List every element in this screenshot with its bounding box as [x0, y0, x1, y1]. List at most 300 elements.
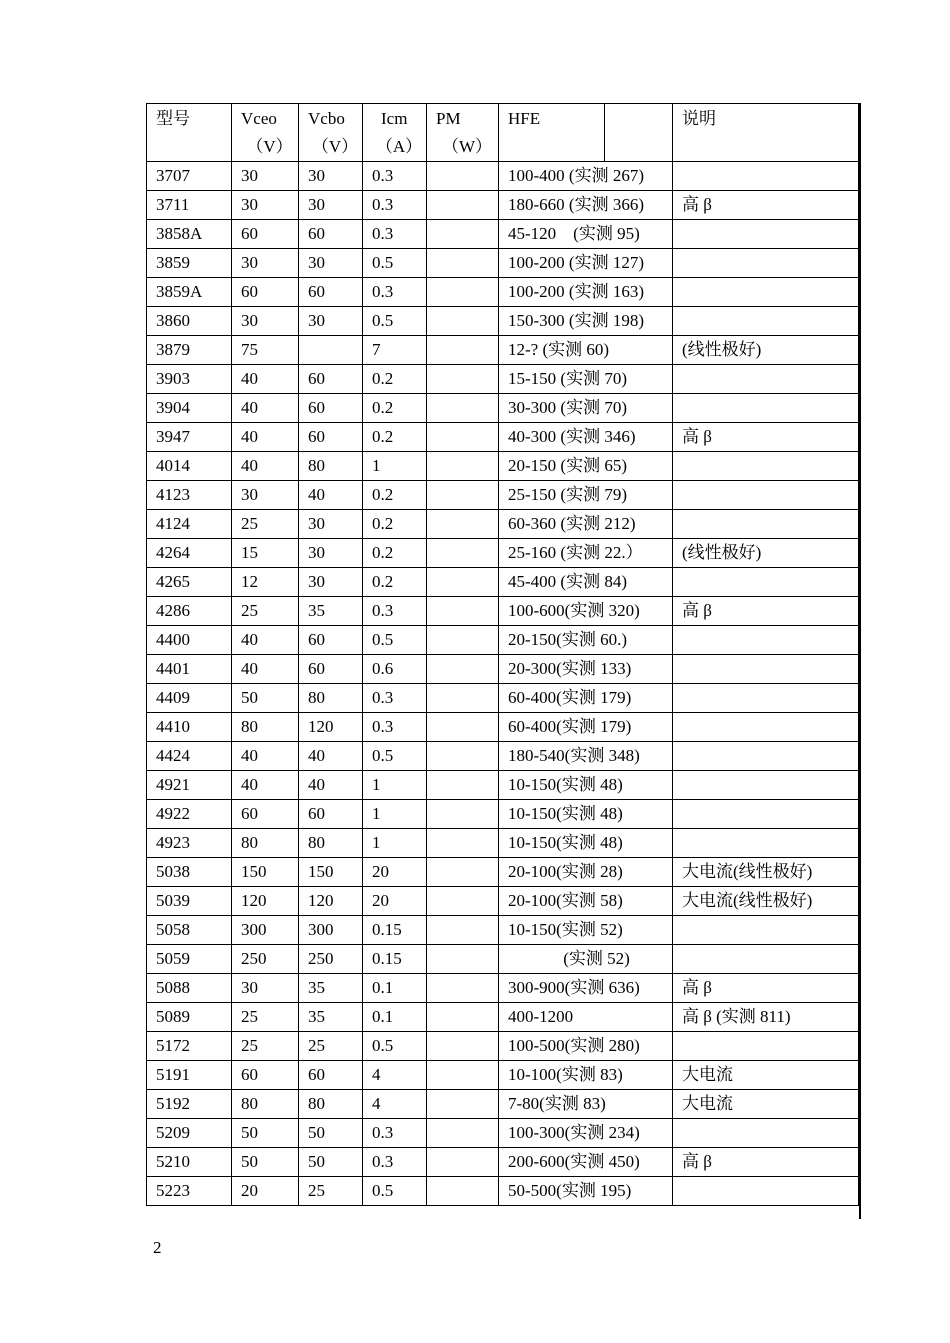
cell-hfe: 10-150(实测 52) — [499, 916, 673, 945]
cell-model: 4401 — [147, 655, 232, 684]
table-row — [147, 742, 859, 771]
cell-icm: 0.5 — [363, 1032, 427, 1061]
cell-model: 4265 — [147, 568, 232, 597]
cell-vceo: 40 — [232, 771, 299, 800]
cell-icm: 1 — [363, 771, 427, 800]
cell-note — [673, 452, 859, 481]
cell-pm — [427, 887, 499, 916]
table-row — [147, 1061, 859, 1090]
cell-model: 4286 — [147, 597, 232, 626]
table-row — [147, 1177, 859, 1206]
cell-model: 5192 — [147, 1090, 232, 1119]
cell-hfe: 300-900(实测 636) — [499, 974, 673, 1003]
cell-vcbo: 80 — [299, 684, 363, 713]
cell-model: 5172 — [147, 1032, 232, 1061]
cell-vcbo: 30 — [299, 568, 363, 597]
cell-icm: 4 — [363, 1061, 427, 1090]
cell-vceo: 15 — [232, 539, 299, 568]
cell-vcbo: 60 — [299, 220, 363, 249]
cell-vcbo: 30 — [299, 162, 363, 191]
cell-note — [673, 249, 859, 278]
cell-vceo: 40 — [232, 742, 299, 771]
cell-model: 5039 — [147, 887, 232, 916]
cell-icm: 0.1 — [363, 974, 427, 1003]
cell-pm — [427, 945, 499, 974]
cell-model: 5038 — [147, 858, 232, 887]
table-row — [147, 800, 859, 829]
cell-model: 3859 — [147, 249, 232, 278]
cell-pm — [427, 1003, 499, 1032]
table-row — [147, 684, 859, 713]
cell-icm: 0.2 — [363, 510, 427, 539]
header-vcbo: Vcbo （V） — [299, 104, 363, 162]
cell-model: 3879 — [147, 336, 232, 365]
cell-vceo: 80 — [232, 1090, 299, 1119]
cell-vceo: 300 — [232, 916, 299, 945]
table-row — [147, 307, 859, 336]
table-row — [147, 568, 859, 597]
cell-model: 4409 — [147, 684, 232, 713]
table-row — [147, 220, 859, 249]
cell-pm — [427, 249, 499, 278]
cell-pm — [427, 742, 499, 771]
cell-model: 5223 — [147, 1177, 232, 1206]
cell-icm: 0.5 — [363, 249, 427, 278]
cell-pm — [427, 974, 499, 1003]
cell-vcbo: 25 — [299, 1032, 363, 1061]
cell-note — [673, 365, 859, 394]
cell-icm: 0.3 — [363, 597, 427, 626]
cell-hfe: 100-200 (实测 163) — [499, 278, 673, 307]
table-row — [147, 887, 859, 916]
cell-model: 5209 — [147, 1119, 232, 1148]
cell-hfe: 100-400 (实测 267) — [499, 162, 673, 191]
cell-pm — [427, 829, 499, 858]
cell-vceo: 60 — [232, 278, 299, 307]
cell-pm — [427, 713, 499, 742]
cell-pm — [427, 1032, 499, 1061]
cell-vceo: 40 — [232, 655, 299, 684]
cell-model: 3860 — [147, 307, 232, 336]
cell-vceo: 40 — [232, 626, 299, 655]
table-row — [147, 597, 859, 626]
cell-pm — [427, 568, 499, 597]
cell-vcbo: 60 — [299, 655, 363, 684]
cell-hfe: 45-120 (实测 95) — [499, 220, 673, 249]
cell-model: 4400 — [147, 626, 232, 655]
cell-pm — [427, 365, 499, 394]
cell-note — [673, 800, 859, 829]
cell-hfe: 100-200 (实测 127) — [499, 249, 673, 278]
table-row — [147, 1119, 859, 1148]
cell-hfe: 50-500(实测 195) — [499, 1177, 673, 1206]
cell-hfe: 15-150 (实测 70) — [499, 365, 673, 394]
cell-vceo: 30 — [232, 481, 299, 510]
cell-note — [673, 220, 859, 249]
cell-vcbo: 25 — [299, 1177, 363, 1206]
cell-pm — [427, 452, 499, 481]
cell-pm — [427, 597, 499, 626]
cell-vcbo: 80 — [299, 1090, 363, 1119]
cell-vcbo: 250 — [299, 945, 363, 974]
cell-vcbo: 300 — [299, 916, 363, 945]
cell-icm: 0.5 — [363, 307, 427, 336]
cell-vcbo: 120 — [299, 713, 363, 742]
cell-icm: 0.6 — [363, 655, 427, 684]
cell-note: 高 β — [673, 1148, 859, 1177]
cell-vcbo: 30 — [299, 539, 363, 568]
cell-pm — [427, 336, 499, 365]
cell-pm — [427, 307, 499, 336]
cell-note: 高 β — [673, 974, 859, 1003]
cell-note — [673, 307, 859, 336]
cell-pm — [427, 220, 499, 249]
cell-model: 3858A — [147, 220, 232, 249]
table-row — [147, 1003, 859, 1032]
cell-vceo: 30 — [232, 191, 299, 220]
cell-pm — [427, 191, 499, 220]
header-icm: Icm （A） — [363, 104, 427, 162]
cell-note: 大电流 — [673, 1061, 859, 1090]
cell-vcbo: 60 — [299, 365, 363, 394]
cell-vceo: 80 — [232, 713, 299, 742]
table-row — [147, 974, 859, 1003]
cell-hfe: 10-150(实测 48) — [499, 829, 673, 858]
cell-vcbo: 35 — [299, 1003, 363, 1032]
cell-hfe: 10-150(实测 48) — [499, 800, 673, 829]
cell-vceo: 30 — [232, 307, 299, 336]
cell-icm: 0.2 — [363, 394, 427, 423]
cell-note: 高 β (实测 811) — [673, 1003, 859, 1032]
cell-icm: 0.3 — [363, 162, 427, 191]
cell-vcbo: 30 — [299, 249, 363, 278]
table-row — [147, 481, 859, 510]
cell-hfe: 150-300 (实测 198) — [499, 307, 673, 336]
cell-vceo: 150 — [232, 858, 299, 887]
table-row — [147, 394, 859, 423]
cell-model: 5058 — [147, 916, 232, 945]
cell-icm: 0.15 — [363, 945, 427, 974]
table-row — [147, 539, 859, 568]
cell-vceo: 30 — [232, 249, 299, 278]
cell-icm: 0.2 — [363, 423, 427, 452]
cell-note — [673, 713, 859, 742]
table-row — [147, 1090, 859, 1119]
cell-model: 4921 — [147, 771, 232, 800]
header-vceo: Vceo （V） — [232, 104, 299, 162]
cell-model: 5088 — [147, 974, 232, 1003]
cell-pm — [427, 800, 499, 829]
cell-vcbo: 30 — [299, 510, 363, 539]
cell-vcbo: 80 — [299, 452, 363, 481]
transistor-spec-table — [146, 103, 859, 1206]
cell-icm: 0.3 — [363, 713, 427, 742]
cell-note — [673, 684, 859, 713]
cell-note — [673, 1032, 859, 1061]
cell-model: 5191 — [147, 1061, 232, 1090]
cell-note — [673, 655, 859, 684]
cell-vcbo: 150 — [299, 858, 363, 887]
cell-vcbo: 30 — [299, 191, 363, 220]
table-row — [147, 1032, 859, 1061]
cell-note — [673, 568, 859, 597]
table-row — [147, 829, 859, 858]
cell-hfe: 100-600(实测 320) — [499, 597, 673, 626]
table-row — [147, 945, 859, 974]
cell-vceo: 25 — [232, 597, 299, 626]
cell-hfe: 200-600(实测 450) — [499, 1148, 673, 1177]
cell-pm — [427, 1119, 499, 1148]
cell-vcbo: 60 — [299, 423, 363, 452]
cell-model: 3707 — [147, 162, 232, 191]
cell-hfe: 10-100(实测 83) — [499, 1061, 673, 1090]
cell-hfe: 60-360 (实测 212) — [499, 510, 673, 539]
cell-vcbo: 60 — [299, 626, 363, 655]
cell-icm: 0.15 — [363, 916, 427, 945]
cell-note: 高 β — [673, 597, 859, 626]
cell-pm — [427, 510, 499, 539]
cell-vceo: 50 — [232, 684, 299, 713]
cell-hfe: 60-400(实测 179) — [499, 713, 673, 742]
cell-hfe: (实测 52) — [499, 945, 673, 974]
table-row — [147, 249, 859, 278]
cell-vcbo: 35 — [299, 597, 363, 626]
cell-vcbo: 30 — [299, 307, 363, 336]
cell-icm: 0.3 — [363, 278, 427, 307]
cell-icm: 0.2 — [363, 481, 427, 510]
cell-model: 4410 — [147, 713, 232, 742]
cell-vcbo: 120 — [299, 887, 363, 916]
cell-model: 5089 — [147, 1003, 232, 1032]
table-row — [147, 162, 859, 191]
table-right-edge — [859, 103, 861, 1219]
table-row — [147, 423, 859, 452]
cell-model: 4923 — [147, 829, 232, 858]
cell-note — [673, 481, 859, 510]
cell-vcbo: 40 — [299, 481, 363, 510]
cell-note — [673, 278, 859, 307]
header-hfe: HFE — [499, 104, 605, 162]
cell-icm: 0.5 — [363, 742, 427, 771]
cell-vceo: 60 — [232, 1061, 299, 1090]
cell-hfe: 180-540(实测 348) — [499, 742, 673, 771]
cell-vceo: 50 — [232, 1148, 299, 1177]
cell-hfe: 20-100(实测 58) — [499, 887, 673, 916]
cell-icm: 0.3 — [363, 684, 427, 713]
cell-pm — [427, 771, 499, 800]
cell-model: 4424 — [147, 742, 232, 771]
cell-pm — [427, 684, 499, 713]
header-blank — [605, 104, 673, 162]
table-row — [147, 452, 859, 481]
cell-pm — [427, 858, 499, 887]
cell-note — [673, 394, 859, 423]
table-row — [147, 365, 859, 394]
cell-note — [673, 1119, 859, 1148]
cell-note — [673, 162, 859, 191]
cell-icm: 1 — [363, 800, 427, 829]
cell-note — [673, 916, 859, 945]
cell-vceo: 75 — [232, 336, 299, 365]
cell-vceo: 250 — [232, 945, 299, 974]
cell-vcbo: 40 — [299, 742, 363, 771]
cell-note: (线性极好) — [673, 539, 859, 568]
cell-hfe: 25-150 (实测 79) — [499, 481, 673, 510]
cell-hfe: 10-150(实测 48) — [499, 771, 673, 800]
cell-icm: 0.5 — [363, 1177, 427, 1206]
cell-vceo: 40 — [232, 394, 299, 423]
table-row — [147, 771, 859, 800]
cell-note — [673, 829, 859, 858]
cell-vceo: 40 — [232, 452, 299, 481]
header-row — [147, 104, 859, 162]
cell-vceo: 50 — [232, 1119, 299, 1148]
cell-note — [673, 771, 859, 800]
table-row — [147, 713, 859, 742]
cell-vcbo: 60 — [299, 1061, 363, 1090]
cell-note: 高 β — [673, 191, 859, 220]
cell-hfe: 20-100(实测 28) — [499, 858, 673, 887]
cell-icm: 0.2 — [363, 539, 427, 568]
cell-vceo: 30 — [232, 974, 299, 1003]
table-row — [147, 191, 859, 220]
cell-icm: 0.2 — [363, 365, 427, 394]
cell-icm: 20 — [363, 858, 427, 887]
cell-icm: 1 — [363, 452, 427, 481]
cell-note — [673, 510, 859, 539]
cell-note — [673, 1177, 859, 1206]
cell-model: 3859A — [147, 278, 232, 307]
cell-vceo: 40 — [232, 423, 299, 452]
cell-hfe: 100-500(实测 280) — [499, 1032, 673, 1061]
cell-pm — [427, 1177, 499, 1206]
cell-model: 3711 — [147, 191, 232, 220]
cell-vcbo: 60 — [299, 278, 363, 307]
cell-hfe: 12-? (实测 60) — [499, 336, 673, 365]
cell-pm — [427, 626, 499, 655]
cell-hfe: 180-660 (实测 366) — [499, 191, 673, 220]
cell-model: 4123 — [147, 481, 232, 510]
cell-note: 大电流(线性极好) — [673, 858, 859, 887]
cell-hfe: 30-300 (实测 70) — [499, 394, 673, 423]
cell-vcbo — [299, 336, 363, 365]
cell-icm: 0.3 — [363, 1148, 427, 1177]
cell-note — [673, 626, 859, 655]
cell-vcbo: 60 — [299, 394, 363, 423]
cell-vcbo: 40 — [299, 771, 363, 800]
cell-vcbo: 80 — [299, 829, 363, 858]
cell-vceo: 30 — [232, 162, 299, 191]
cell-hfe: 7-80(实测 83) — [499, 1090, 673, 1119]
cell-pm — [427, 916, 499, 945]
cell-model: 3947 — [147, 423, 232, 452]
cell-pm — [427, 394, 499, 423]
cell-icm: 0.3 — [363, 220, 427, 249]
cell-pm — [427, 1090, 499, 1119]
header-note: 说明 — [673, 104, 859, 162]
cell-hfe: 20-150 (实测 65) — [499, 452, 673, 481]
cell-hfe: 40-300 (实测 346) — [499, 423, 673, 452]
cell-pm — [427, 423, 499, 452]
table-row — [147, 626, 859, 655]
table-row — [147, 916, 859, 945]
cell-hfe: 25-160 (实测 22.） — [499, 539, 673, 568]
cell-icm: 20 — [363, 887, 427, 916]
cell-icm: 7 — [363, 336, 427, 365]
cell-vceo: 40 — [232, 365, 299, 394]
cell-vceo: 60 — [232, 220, 299, 249]
cell-vcbo: 50 — [299, 1119, 363, 1148]
cell-vceo: 60 — [232, 800, 299, 829]
cell-vceo: 25 — [232, 1032, 299, 1061]
cell-pm — [427, 1148, 499, 1177]
cell-hfe: 400-1200 — [499, 1003, 673, 1032]
table-row — [147, 278, 859, 307]
cell-note — [673, 742, 859, 771]
table-row — [147, 858, 859, 887]
cell-note — [673, 945, 859, 974]
cell-icm: 4 — [363, 1090, 427, 1119]
cell-note: 高 β — [673, 423, 859, 452]
table-row — [147, 336, 859, 365]
cell-model: 5059 — [147, 945, 232, 974]
cell-note: 大电流 — [673, 1090, 859, 1119]
cell-vceo: 120 — [232, 887, 299, 916]
cell-model: 5210 — [147, 1148, 232, 1177]
cell-icm: 0.3 — [363, 1119, 427, 1148]
cell-vceo: 20 — [232, 1177, 299, 1206]
page-number: 2 — [153, 1238, 162, 1257]
cell-icm: 0.2 — [363, 568, 427, 597]
cell-model: 4264 — [147, 539, 232, 568]
cell-icm: 0.3 — [363, 191, 427, 220]
cell-vcbo: 35 — [299, 974, 363, 1003]
cell-pm — [427, 481, 499, 510]
cell-icm: 1 — [363, 829, 427, 858]
table-row — [147, 655, 859, 684]
cell-vceo: 80 — [232, 829, 299, 858]
cell-vcbo: 50 — [299, 1148, 363, 1177]
cell-pm — [427, 655, 499, 684]
cell-model: 4014 — [147, 452, 232, 481]
cell-hfe: 100-300(实测 234) — [499, 1119, 673, 1148]
cell-hfe: 20-300(实测 133) — [499, 655, 673, 684]
header-pm: PM （W） — [427, 104, 499, 162]
header-model: 型号 — [147, 104, 232, 162]
cell-vceo: 25 — [232, 1003, 299, 1032]
cell-model: 4922 — [147, 800, 232, 829]
cell-model: 3903 — [147, 365, 232, 394]
cell-pm — [427, 278, 499, 307]
cell-pm — [427, 539, 499, 568]
cell-hfe: 60-400(实测 179) — [499, 684, 673, 713]
cell-hfe: 45-400 (实测 84) — [499, 568, 673, 597]
cell-pm — [427, 162, 499, 191]
cell-note: 大电流(线性极好) — [673, 887, 859, 916]
cell-vceo: 12 — [232, 568, 299, 597]
cell-hfe: 20-150(实测 60.) — [499, 626, 673, 655]
cell-note: (线性极好) — [673, 336, 859, 365]
cell-vcbo: 60 — [299, 800, 363, 829]
table-row — [147, 1148, 859, 1177]
cell-model: 3904 — [147, 394, 232, 423]
cell-vceo: 25 — [232, 510, 299, 539]
cell-icm: 0.1 — [363, 1003, 427, 1032]
cell-icm: 0.5 — [363, 626, 427, 655]
cell-model: 4124 — [147, 510, 232, 539]
table-row — [147, 510, 859, 539]
cell-pm — [427, 1061, 499, 1090]
